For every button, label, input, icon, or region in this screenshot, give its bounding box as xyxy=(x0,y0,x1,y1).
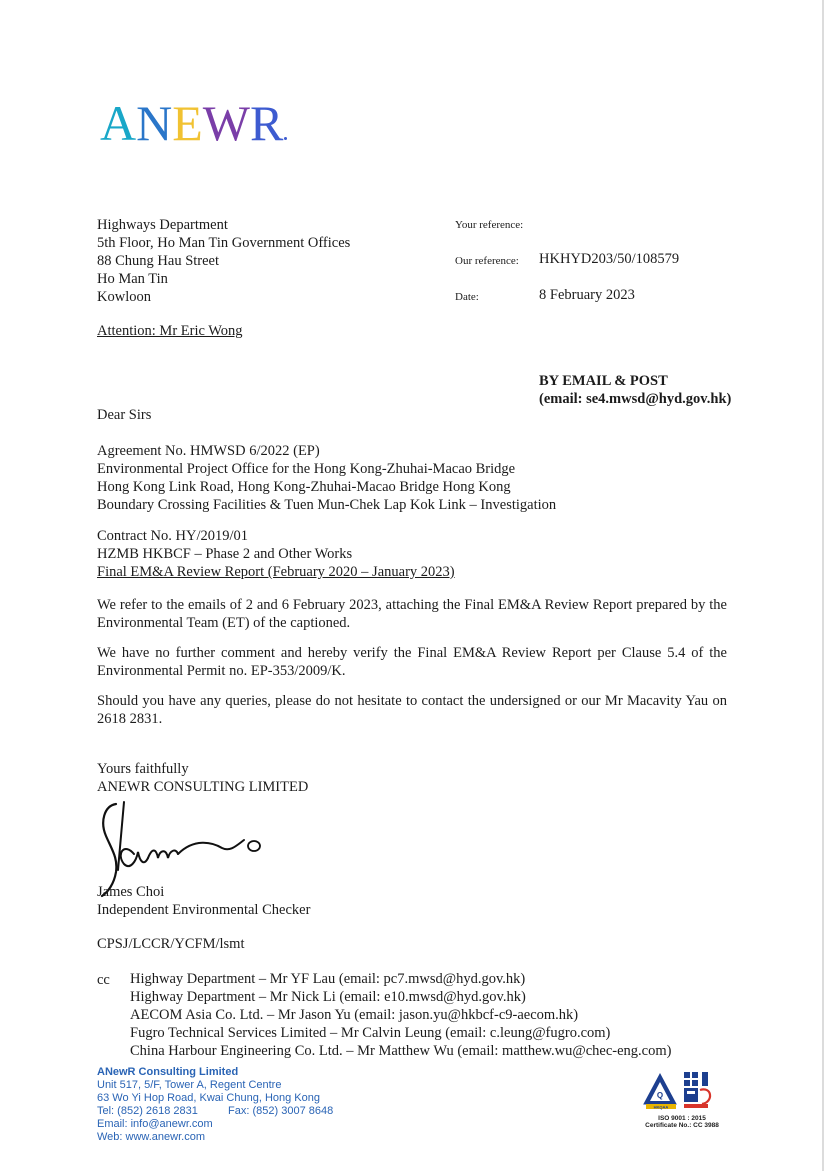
footer-address-2: 63 Wo Yi Hop Road, Kwai Chung, Hong Kong xyxy=(97,1092,320,1104)
subject-line: Contract No. HY/2019/01 xyxy=(97,528,249,544)
iso-standard: ISO 9001 : 2015 xyxy=(658,1115,706,1122)
subject-line: Agreement No. HMWSD 6/2022 (EP) xyxy=(97,443,320,459)
date-label: Date: xyxy=(455,291,479,303)
your-reference-label: Your reference: xyxy=(455,219,524,231)
cc-list xyxy=(130,970,671,1060)
subject-line: Environmental Project Office for the Hong Kong-Zhuhai-Macao Bridge xyxy=(97,461,516,477)
closing-company: ANEWR CONSULTING LIMITED xyxy=(97,779,309,795)
signer-name: James Choi xyxy=(97,884,165,900)
salutation: Dear Sirs xyxy=(97,407,152,423)
delivery-method xyxy=(539,372,731,408)
cc-entry: Highway Department – Mr Nick Li (email: e10.mwsd@hyd.gov.hk) xyxy=(130,989,526,1005)
svg-text:Q: Q xyxy=(656,1091,664,1100)
signer-block xyxy=(97,883,310,919)
footer-phone-row xyxy=(97,1105,333,1118)
certificate-number: Certificate No.: CC 3988 xyxy=(645,1122,719,1129)
page-edge xyxy=(822,0,824,1171)
cc-entry: Highway Department – Mr YF Lau (email: pc7.mwsd@hyd.gov.hk) xyxy=(130,971,526,987)
logo-letter: R xyxy=(249,95,284,151)
delivery-line-1: BY EMAIL & POST xyxy=(539,373,668,389)
paragraph-3: Should you have any queries, please do not hesitate to contact the undersigned or our Mr Macavity Yau on 2618 2831. xyxy=(97,693,727,727)
closing xyxy=(97,760,308,796)
delivery-line-2: (email: se4.mwsd@hyd.gov.hk) xyxy=(539,391,732,407)
subject-block-2 xyxy=(97,527,576,581)
address-line: Ho Man Tin xyxy=(97,271,168,287)
footer-tel: Tel: (852) 2618 2831 xyxy=(97,1105,198,1117)
footer-address-1: Unit 517, 5/F, Tower A, Regent Centre xyxy=(97,1079,282,1091)
footer-company: ANewR Consulting Limited xyxy=(97,1066,239,1078)
cc-entry: AECOM Asia Co. Ltd. – Mr Jason Yu (email: jason.yu@hkbcf-c9-aecom.hk) xyxy=(130,1007,579,1023)
address-line: 5th Floor, Ho Man Tin Government Offices xyxy=(97,235,351,251)
closing-line: Yours faithfully xyxy=(97,761,189,777)
logo-letter: E xyxy=(172,95,203,151)
subject-line: Boundary Crossing Facilities & Tuen Mun-Chek Lap Kok Link – Investigation xyxy=(97,497,557,513)
cc-entry: China Harbour Engineering Co. Ltd. – Mr Matthew Wu (email: matthew.wu@chec-eng.com) xyxy=(130,1043,672,1059)
footer-web[interactable]: Web: www.anewr.com xyxy=(97,1131,206,1143)
signer-title: Independent Environmental Checker xyxy=(97,902,311,918)
logo-letter: N xyxy=(136,95,173,151)
logo-letter: W xyxy=(202,95,250,151)
recipient-address xyxy=(97,216,350,306)
footer-contact xyxy=(97,1066,333,1144)
subject-block-1 xyxy=(97,442,556,514)
paragraph-1: We refer to the emails of 2 and 6 February 2023, attaching the Final EM&A Review Report prepared by the Environmental Team (ET) of the captioned. xyxy=(97,597,727,631)
cc-label: cc xyxy=(97,972,110,988)
certification-badge xyxy=(640,1068,724,1132)
paragraph-2: We have no further comment and hereby verify the Final EM&A Review Report per Clause 5.4 of the Environmental Permit no. EP-353/2009/K. xyxy=(97,645,727,679)
address-line: Kowloon xyxy=(97,289,151,305)
badge-label: HKQAA xyxy=(653,1104,669,1110)
attention-line: Attention: Mr Eric Wong xyxy=(97,323,243,339)
footer-email[interactable]: Email: info@anewr.com xyxy=(97,1118,213,1130)
logo-letter: A xyxy=(100,95,137,151)
hkqaa-logo-icon xyxy=(640,1068,724,1110)
our-reference-label: Our reference: xyxy=(455,255,519,267)
our-reference-value: HKHYD203/50/108579 xyxy=(539,251,680,267)
company-logo xyxy=(100,95,287,151)
reference-initials: CPSJ/LCCR/YCFM/lsmt xyxy=(97,936,245,952)
address-line: Highways Department xyxy=(97,217,228,233)
address-line: 88 Chung Hau Street xyxy=(97,253,220,269)
subject-line: Hong Kong Link Road, Hong Kong-Zhuhai-Macao Bridge Hong Kong xyxy=(97,479,511,495)
date-value: 8 February 2023 xyxy=(539,287,635,303)
subject-line: HZMB HKBCF – Phase 2 and Other Works xyxy=(97,546,353,562)
subject-line: Final EM&A Review Report (February 2020 – January 2023) xyxy=(97,564,455,580)
footer-fax: Fax: (852) 3007 8648 xyxy=(228,1105,334,1117)
cc-entry: Fugro Technical Services Limited – Mr Calvin Leung (email: c.leung@fugro.com) xyxy=(130,1025,611,1041)
